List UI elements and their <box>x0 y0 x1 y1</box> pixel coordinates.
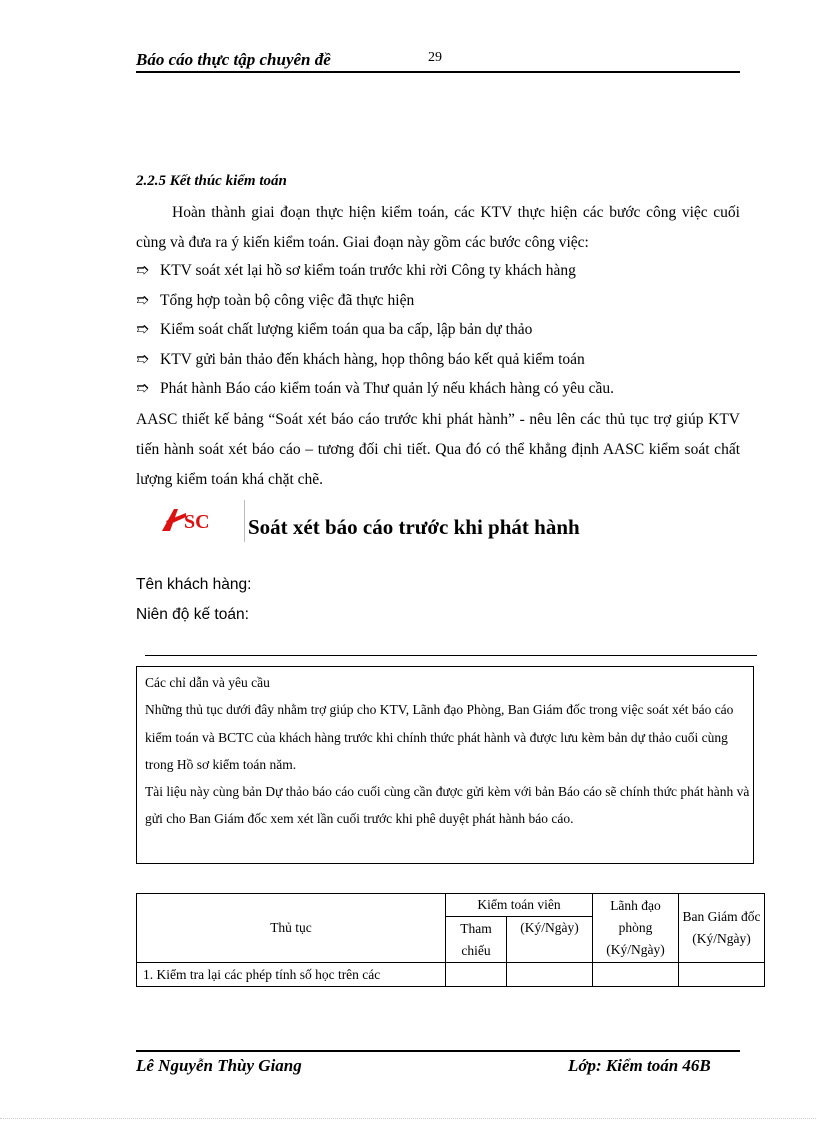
col-reference: Tham chiếu <box>446 917 507 963</box>
col-board: Ban Giám đốc (Ký/Ngày) <box>679 894 765 963</box>
footer-rule <box>136 1050 740 1052</box>
instructions-box <box>136 666 754 864</box>
col-dept-lead: Lãnh đạo phòng (Ký/Ngày) <box>593 894 679 963</box>
list-item: ➱ Tổng hợp toàn bộ công việc đã thực hiện <box>136 286 614 316</box>
svg-text:SC: SC <box>184 511 210 533</box>
section-heading: 2.2.5 Kết thúc kiểm toán <box>136 173 287 189</box>
arrow-bullet-icon: ➱ <box>136 380 149 398</box>
fiscal-period-label: Niên độ kế toán: <box>136 606 249 623</box>
arrow-bullet-icon: ➱ <box>136 291 149 309</box>
table-cell <box>507 963 593 987</box>
page-number: 29 <box>428 50 442 65</box>
arrow-bullet-icon: ➱ <box>136 321 149 339</box>
footer-class: Lớp: Kiểm toán 46B <box>568 1056 711 1075</box>
page-bottom-border <box>0 1118 816 1119</box>
footer-author: Lê Nguyễn Thùy Giang <box>136 1056 302 1075</box>
list-item: ➱ KTV gửi bản thảo đến khách hàng, họp thông báo kết quả kiểm toán <box>136 345 614 375</box>
table-cell <box>593 963 679 987</box>
arrow-bullet-icon: ➱ <box>136 262 149 279</box>
header-title: Báo cáo thực tập chuyên đề <box>136 50 331 69</box>
arrow-bullet-icon: ➱ <box>136 350 149 368</box>
review-table <box>136 893 765 987</box>
col-auditor: Kiểm toán viên <box>446 894 593 917</box>
list-item: ➱ Kiểm soát chất lượng kiểm toán qua ba cấp, lập bản dự thảo <box>136 315 614 345</box>
client-name-label: Tên khách hàng: <box>136 576 252 593</box>
title-divider <box>244 500 245 542</box>
procedure-cell: 1. Kiểm tra lại các phép tính số học trên các <box>137 963 446 987</box>
intro-paragraph: Hoàn thành giai đoạn thực hiện kiểm toán, các KTV thực hiện các bước công việc cuối cùng và đưa ra ý kiến kiểm toán. Giai đoạn này gồm các bước công việc: <box>136 204 740 251</box>
col-procedure: Thủ tục <box>137 894 446 963</box>
table-cell <box>446 963 507 987</box>
col-sign-date: (Ký/Ngày) <box>507 917 593 963</box>
header-rule <box>136 71 740 73</box>
list-item: ➱ Phát hành Báo cáo kiểm toán và Thư quản lý nếu khách hàng có yêu cầu. <box>136 374 614 404</box>
table-row <box>137 963 765 987</box>
instructions-paragraph: Tài liệu này cùng bản Dự thảo báo cáo cuối cùng cần được gửi kèm với bản Báo cáo sẽ chính thức phát hành và gửi cho Ban Giám đốc xem xét lần cuối trước khi phê duyệt phát hành báo cáo. <box>145 784 750 827</box>
instructions-paragraph: Những thủ tục dưới đây nhằm trợ giúp cho KTV, Lãnh đạo Phòng, Ban Giám đốc trong việc soát xét báo cáo kiểm toán và BCTC của khách hàng trước khi chính thức phát hành và được lưu kèm bản dự thảo cuối cùng trong Hồ sơ kiểm toán năm. <box>145 702 734 772</box>
form-title: Soát xét báo cáo trước khi phát hành <box>248 515 580 539</box>
divider-line <box>145 655 757 656</box>
bullet-list <box>136 256 614 404</box>
list-item: ➱ KTV soát xét lại hồ sơ kiểm toán trước khi rời Công ty khách hàng <box>136 256 614 286</box>
instructions-heading: Các chỉ dẫn và yêu cầu <box>145 675 270 690</box>
table-cell <box>679 963 765 987</box>
closing-paragraph: AASC thiết kế bảng “Soát xét báo cáo trước khi phát hành” - nêu lên các thủ tục trợ giúp KTV tiến hành soát xét báo cáo – tương đối chi tiết. Qua đó có thể khẳng định AASC kiểm soát chất lượng kiểm toán khá chặt chẽ. <box>136 411 740 488</box>
aasc-logo <box>160 503 224 533</box>
